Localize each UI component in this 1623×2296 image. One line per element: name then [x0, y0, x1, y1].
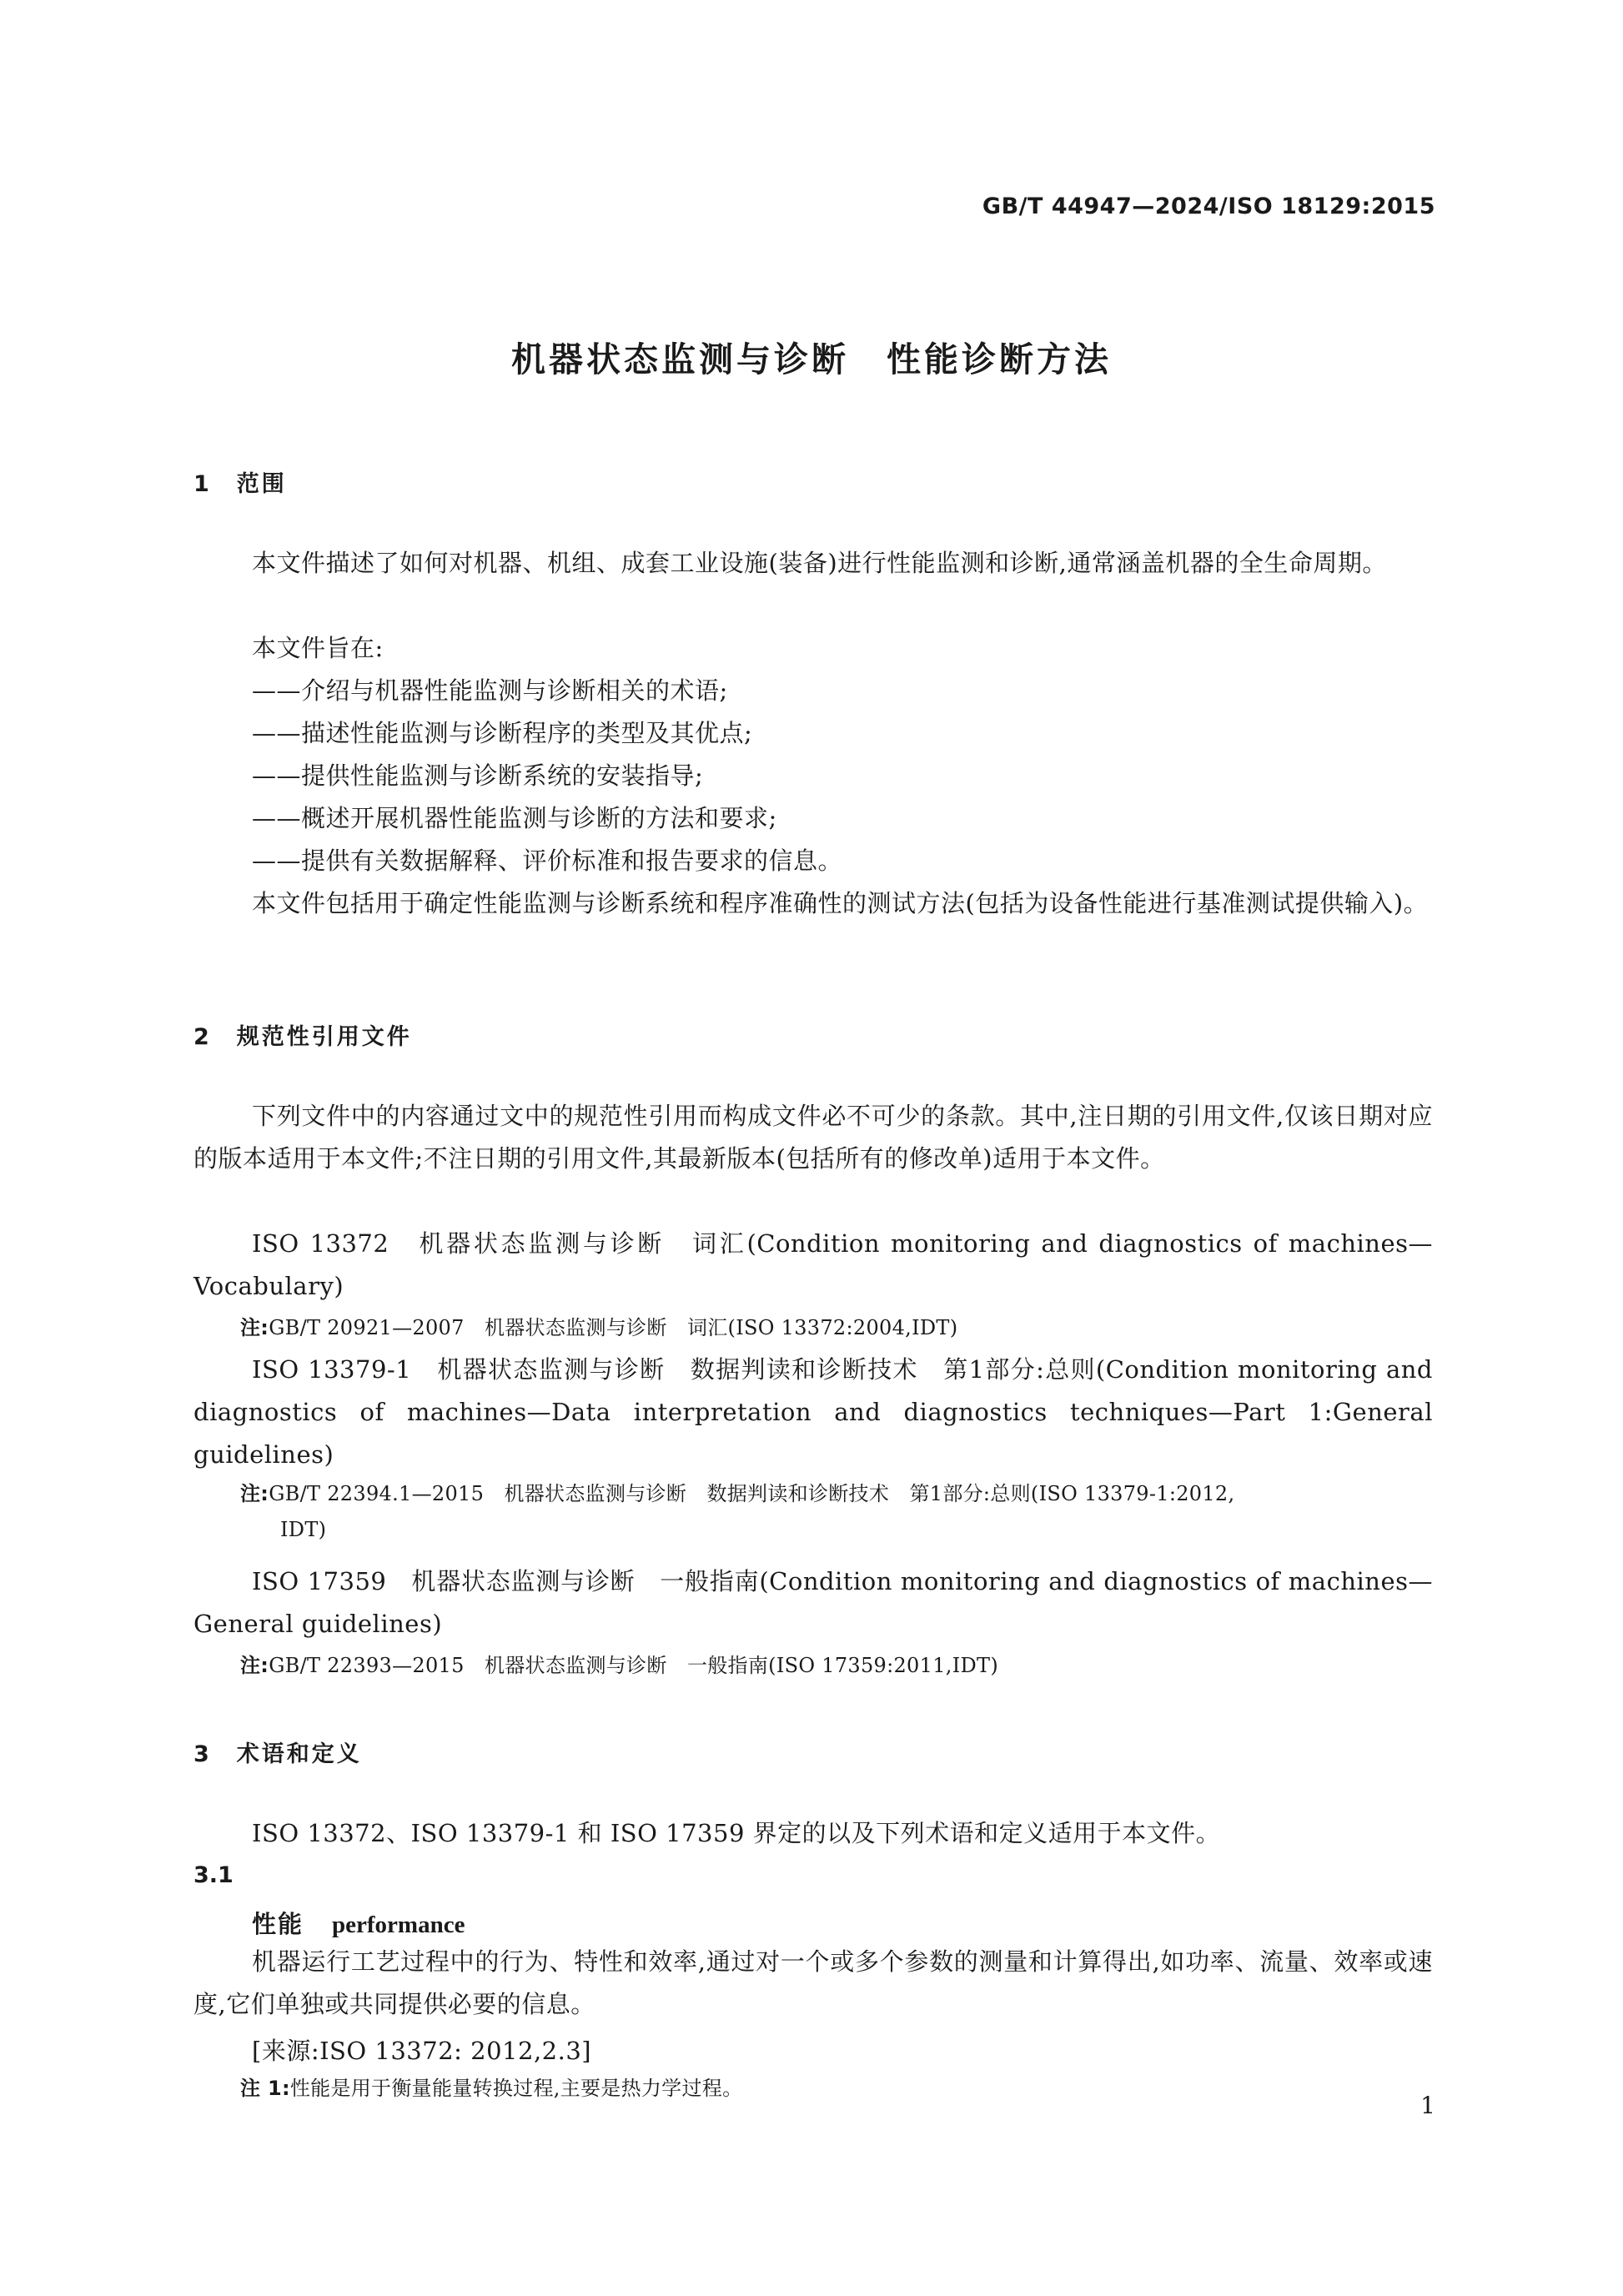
section-3-heading: 3 术语和定义: [193, 1741, 362, 1767]
page-number: 1: [1420, 2092, 1435, 2119]
aim-item: ——提供性能监测与诊断系统的安装指导;: [252, 761, 704, 790]
note-text: GB/T 20921—2007 机器状态监测与诊断 词汇(ISO 13372:2004,IDT): [269, 1316, 958, 1339]
reference-note: [240, 1648, 1433, 1684]
aim-item: ——概述开展机器性能监测与诊断的方法和要求;: [252, 804, 777, 832]
term-source: [来源:ISO 13372: 2012,2.3]: [252, 2037, 592, 2065]
term-number: 3.1: [193, 1862, 234, 1888]
normative-reference: ISO 13372 机器状态监测与诊断 词汇(Condition monitoring and diagnostics of machines—Vocabulary): [193, 1229, 1433, 1300]
note-label: 注:: [240, 1654, 269, 1677]
section-1-aims-intro: 本文件旨在:: [252, 634, 384, 662]
section-3-intro: ISO 13372、ISO 13379-1 和 ISO 17359 界定的以及下列术语和定义适用于本文件。: [252, 1819, 1221, 1847]
normative-reference: ISO 13379-1 机器状态监测与诊断 数据判读和诊断技术 第1部分:总则(Condition monitoring and diagnostics of machines—Data interpretation and diagnostics techniques—Part 1:General guidelines): [193, 1355, 1433, 1469]
normative-reference: ISO 17359 机器状态监测与诊断 一般指南(Condition monitoring and diagnostics of machines—General guidelines): [193, 1567, 1433, 1638]
note-text: 性能是用于衡量能量转换过程,主要是热力学过程。: [289, 2077, 743, 2100]
section-2-intro: 下列文件中的内容通过文中的规范性引用而构成文件必不可少的条款。其中,注日期的引用文件,仅该日期对应的版本适用于本文件;不注日期的引用文件,其最新版本(包括所有的修改单)适用于本文件。: [193, 1102, 1433, 1173]
reference-note: [240, 1476, 1433, 1548]
aim-item: ——提供有关数据解释、评价标准和报告要求的信息。: [252, 847, 843, 875]
standard-number: GB/T 44947—2024/ISO 18129:2015: [982, 193, 1435, 219]
reference-note: [240, 1310, 1433, 1346]
section-1-heading: 1 范围: [193, 471, 287, 497]
aim-item: ——描述性能监测与诊断程序的类型及其优点;: [252, 719, 753, 747]
term-english: performance: [332, 1912, 465, 1938]
term-entry: [252, 1906, 465, 1940]
document-title: 机器状态监测与诊断 性能诊断方法: [511, 339, 1112, 379]
term-definition: 机器运行工艺过程中的行为、特性和效率,通过对一个或多个参数的测量和计算得出,如功率、流量、效率或速度,它们单独或共同提供必要的信息。: [193, 1947, 1433, 2018]
note-text-continued: IDT): [280, 1518, 327, 1541]
note-label: 注:: [240, 1316, 269, 1339]
aim-item: ——介绍与机器性能监测与诊断相关的术语;: [252, 676, 728, 705]
term-note: [240, 2071, 1433, 2107]
section-1-closing: 本文件包括用于确定性能监测与诊断系统和程序准确性的测试方法(包括为设备性能进行基准测试提供输入)。: [252, 889, 1429, 917]
section-1-intro: 本文件描述了如何对机器、机组、成套工业设施(装备)进行性能监测和诊断,通常涵盖机器的全生命周期。: [252, 549, 1387, 577]
term-chinese: 性能: [252, 1910, 304, 1938]
note-text: GB/T 22394.1—2015 机器状态监测与诊断 数据判读和诊断技术 第1部分:总则(ISO 13379-1:2012,: [269, 1482, 1235, 1505]
note-label: 注 1:: [240, 2077, 290, 2100]
note-label: 注:: [240, 1482, 269, 1505]
note-text: GB/T 22393—2015 机器状态监测与诊断 一般指南(ISO 17359:2011,IDT): [269, 1654, 998, 1677]
section-2-heading: 2 规范性引用文件: [193, 1024, 412, 1050]
